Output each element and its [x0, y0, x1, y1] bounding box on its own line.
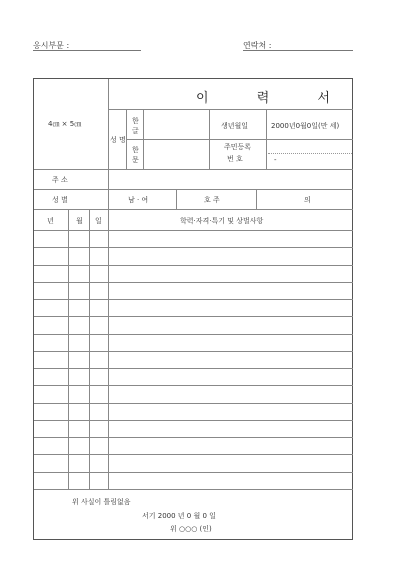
col-history-header: 학력·자격·특기 및 상벌사항 [180, 217, 264, 225]
history-row[interactable] [34, 420, 353, 437]
signer-line: 위 ○○○ (인) [170, 525, 212, 533]
contact-label: 연락처 : [243, 41, 272, 50]
hanja-name-input[interactable] [144, 140, 208, 168]
history-row[interactable] [34, 437, 353, 454]
history-row[interactable] [34, 299, 353, 316]
department-underline [33, 50, 141, 51]
department-field[interactable] [33, 40, 141, 51]
hangul-label-top: 한 [132, 117, 139, 125]
history-row[interactable] [34, 247, 353, 264]
history-row[interactable] [34, 316, 353, 333]
hanja-label-bottom: 문 [132, 156, 139, 164]
department-label: 응시부문 : [33, 41, 70, 50]
address-label: 주 소 [52, 176, 68, 184]
hanja-label-top: 한 [132, 146, 139, 154]
photo-size-label: 4㎝ × 5㎝ [48, 120, 82, 128]
history-row[interactable] [34, 265, 353, 282]
history-row[interactable] [34, 403, 353, 420]
history-row[interactable] [34, 334, 353, 351]
contact-field[interactable] [243, 40, 353, 51]
gender-label: 성 별 [52, 196, 68, 204]
name-label: 성 명 [110, 136, 126, 144]
history-row[interactable] [34, 368, 353, 385]
history-row[interactable] [34, 454, 353, 471]
col-year-header: 년 [47, 217, 54, 225]
family-head-label: 호 주 [204, 196, 220, 204]
birth-value[interactable]: 2000년0월0일(만 세) [271, 122, 340, 130]
address-input[interactable] [110, 170, 352, 188]
resume-form [33, 78, 353, 540]
history-row[interactable] [34, 282, 353, 299]
history-row[interactable] [34, 230, 353, 247]
history-row[interactable] [34, 385, 353, 402]
history-row[interactable] [34, 472, 353, 489]
page-title: 이 력 서 [196, 91, 352, 106]
gender-value[interactable]: 남 · 여 [128, 196, 149, 204]
resident-label-bottom: 번 호 [227, 155, 243, 163]
relation-suffix: 의 [304, 196, 311, 204]
history-row[interactable] [34, 351, 353, 368]
birth-label: 생년월일 [221, 122, 249, 130]
history-row-line [34, 489, 353, 490]
statement-text: 위 사실이 틀림없음 [72, 498, 131, 506]
hangul-name-input[interactable] [144, 110, 208, 138]
resident-label-top: 주민등록 [224, 143, 252, 151]
contact-underline [243, 50, 353, 51]
col-month-header: 월 [76, 217, 83, 225]
hangul-label-bottom: 글 [132, 127, 139, 135]
col-day-header: 일 [95, 217, 102, 225]
date-line: 서기 2000 년 0 월 0 일 [142, 512, 216, 520]
resident-value[interactable]: - [274, 156, 277, 164]
